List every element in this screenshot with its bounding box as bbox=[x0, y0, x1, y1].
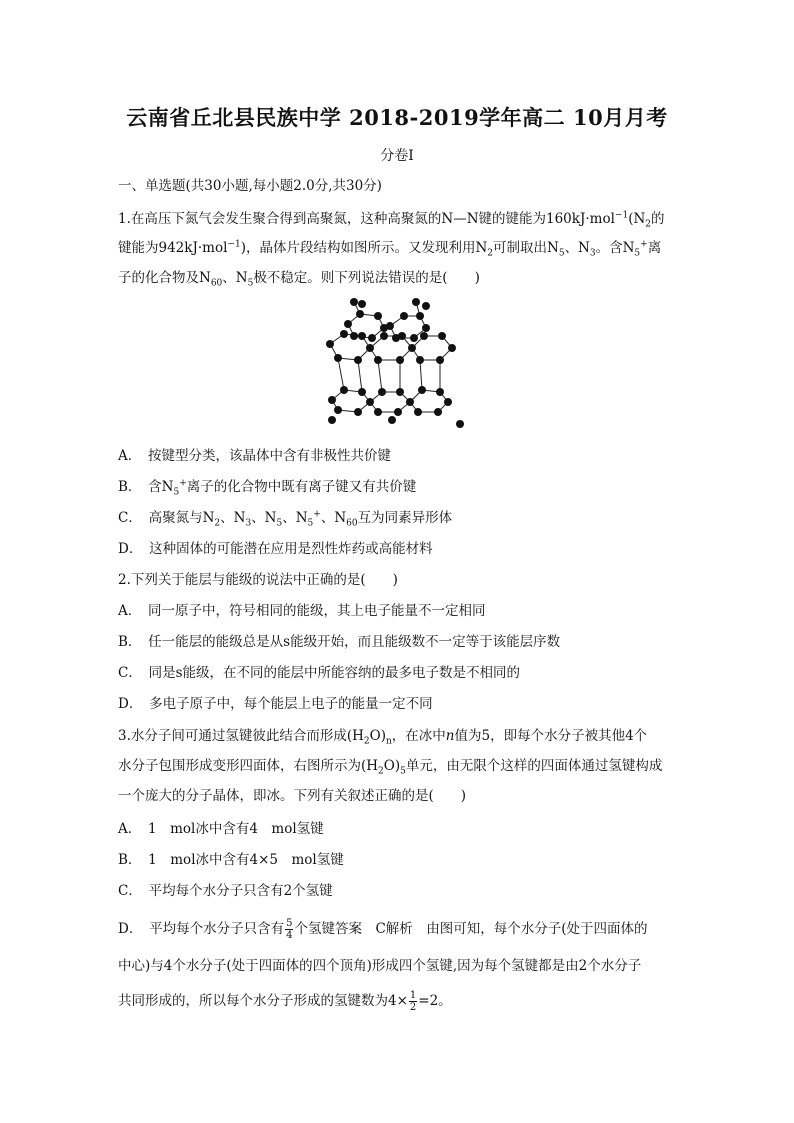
page-title: 云南省丘北县民族中学 2018-2019学年高二 10月月考 bbox=[126, 105, 668, 130]
fraction-five-quarters: $\frac{5}{4}$ bbox=[286, 918, 293, 941]
q3-option-d-with-answer: D． 平均每个水分子只含有 $\frac{5}{4}$ 个氢键答案 C解析 由图可知，每个水分子(处于四面体的 bbox=[118, 918, 648, 941]
fraction-one-half: $\frac{1}{2}$ bbox=[409, 990, 417, 1013]
q1-option-b: B． 含$N_5^+$离子的化合物中既有离子键又有共价键 bbox=[118, 478, 417, 498]
polymeric-nitrogen-crystal-figure bbox=[318, 296, 468, 432]
q3-option-a: A． 1 mol冰中含有4 mol氢键 bbox=[118, 821, 324, 837]
q3-stem-line-2: 水分子包围形成变形四面体，右图所示为$(H_2O)_5$单元，由无限个这样的四面体通过氢键构成 bbox=[118, 758, 663, 777]
q1-stem-line-1: 1.在高压下氮气会发生聚合得到高聚氮，这种高聚氮的N—N键的键能为$160kJ\cdot mol^{-1}(N_2$的 bbox=[118, 210, 665, 230]
q3-explanation-line-2: 中心)与4个水分子(处于四面体的四个顶角)形成四个氢键,因为每个氢键都是由2个水分子 bbox=[118, 958, 642, 974]
q2-stem: 2.下列关于能层与能级的说法中正确的是( ) bbox=[118, 572, 398, 588]
q2-option-b: B． 任一能层的能级总是从s能级开始，而且能级数不一定等于该能层序数 bbox=[118, 634, 561, 650]
q3-option-c: C． 平均每个水分子只含有2个氢键 bbox=[118, 883, 333, 899]
q3-option-b: B． 1 mol冰中含有4×5 mol氢键 bbox=[118, 852, 344, 868]
q3-stem-line-3: 一个庞大的分子晶体，即冰。下列有关叙述正确的是( ) bbox=[118, 788, 467, 804]
q2-option-a: A． 同一原子中，符号相同的能级，其上电子能量不一定相同 bbox=[118, 603, 486, 619]
q1-option-c: C． 高聚氮与$N_2$、$N_3$、$N_5$、$N_5^+$、$N_{60}$互为同素异形体 bbox=[118, 509, 453, 529]
q2-option-c: C． 同是s能级，在不同的能层中所能容纳的最多电子数是不相同的 bbox=[118, 665, 521, 681]
q1-stem-line-3: 子的化合物及$N_{60}$、$N_5$极不稳定。则下列说法错误的是( ) bbox=[118, 270, 480, 289]
q3-explanation-line-3: 共同形成的，所以每个水分子形成的氢键数为4× $\frac{1}{2}$ =2。 bbox=[118, 990, 452, 1013]
section-label: 分卷I bbox=[380, 148, 414, 164]
q1-option-d: D． 这种固体的可能潜在应用是烈性炸药或高能材料 bbox=[118, 541, 433, 557]
q1-stem-line-2: 键能为942kJ·mol$^{-1}$)，晶体片段结构如图所示。又发现利用$N_2$可制取出$N_5$、$N_3$。含$N_5^+$离 bbox=[118, 239, 662, 259]
q3-stem-line-1: 3.水分子间可通过氢键彼此结合而形成$(H_2O)_n$，在冰中n值为5，即每个水分子被其他4个 bbox=[118, 728, 648, 747]
q1-option-a: A． 按键型分类，该晶体中含有非极性共价键 bbox=[118, 448, 391, 464]
part-heading: 一、单选题(共30小题,每小题2.0分,共30分) bbox=[118, 178, 382, 194]
q2-option-d: D． 多电子原子中，每个能层上电子的能量一定不同 bbox=[118, 696, 433, 712]
